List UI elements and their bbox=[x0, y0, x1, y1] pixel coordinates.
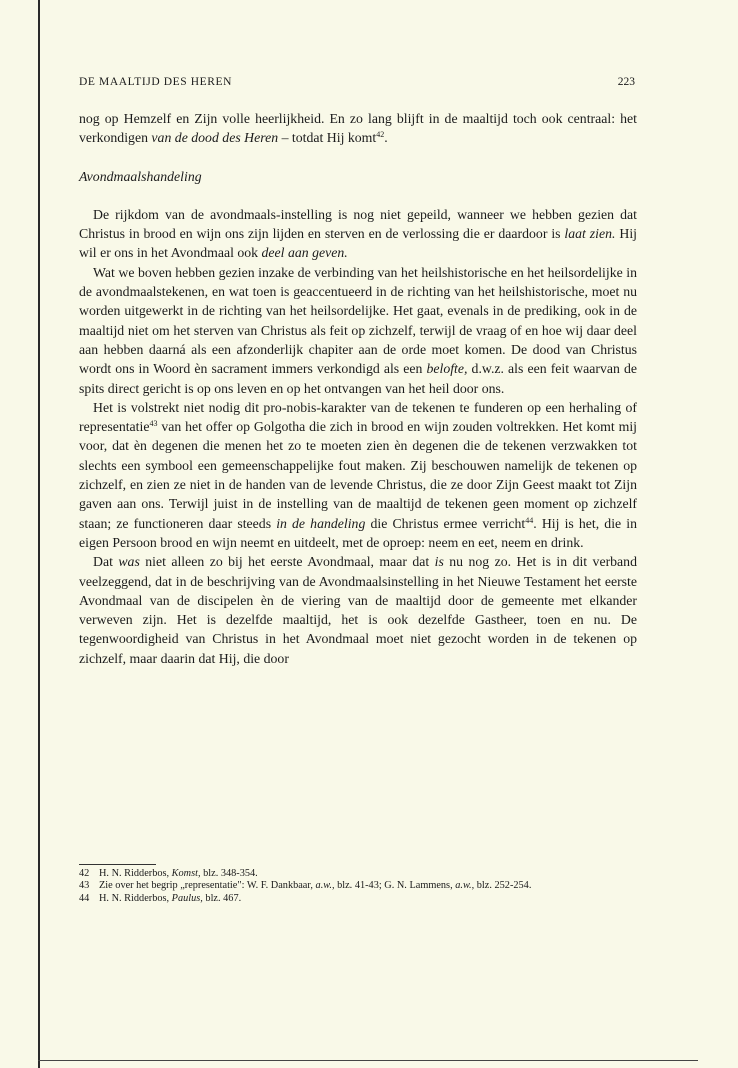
page-number: 223 bbox=[617, 76, 635, 88]
footnotes bbox=[79, 868, 609, 905]
running-header bbox=[79, 76, 635, 88]
paragraph: nog op Hemzelf en Zijn volle heerlijkheid. En zo lang blijft in de maaltijd toch ook centraal: het verkondigen van de dood des Heren – totdat Hij komt$^{42}$. bbox=[79, 111, 637, 146]
footnote-ref[interactable]: 43 bbox=[149, 419, 158, 429]
footnote-separator bbox=[79, 864, 156, 865]
footnote-number: 44 bbox=[79, 892, 90, 904]
paragraph: Dat was niet alleen zo bij het eerste Avondmaal, maar dat is nu nog zo. Het is in dit verband veelzeggend, dat in de beschrijving van de Avondmaalsinstelling in het Nieuwe Testament het eerste Avondmaal van de discipelen èn de viering van de maaltijd door de gemeente met elkander verweven zijn. Het is dezelfde maaltijd, het is ook dezelfde Gastheer, toen en nu. De tegenwoordigheid van Christus in het Avondmaal moet niet gezocht worden in de tekenen op zichzelf, maar daarin dat Hij, die door bbox=[79, 554, 637, 666]
footnote: 43 Zie over het begrip „representatie": W. F. Dankbaar, a.w., blz. 41-43; G. N. Lammens, a.w., blz. 252-254. bbox=[79, 880, 532, 892]
left-binding-edge bbox=[38, 0, 40, 1068]
running-head-title: DE MAALTIJD DES HEREN bbox=[79, 76, 233, 88]
footnote-ref[interactable]: 42 bbox=[376, 130, 385, 140]
paragraph: De rijkdom van de avondmaals-instelling is nog niet gepeild, wanneer we hebben gezien dat Christus in brood en wijn ons zijn lijden en sterven en de verlossing die er daardoor is laat zien. Hij wil er ons in het Avondmaal ook deel aan geven. bbox=[79, 206, 637, 261]
footnote-number: 42 bbox=[79, 868, 90, 879]
footnote-number: 43 bbox=[79, 880, 90, 892]
footnote: 44 H. N. Ridderbos, Paulus, blz. 467. bbox=[79, 892, 242, 904]
section-heading: Avondmaalshandeling bbox=[79, 168, 202, 184]
body-text bbox=[79, 109, 637, 668]
footnote: 42 H. N. Ridderbos, Komst, blz. 348-354. bbox=[79, 868, 258, 879]
paragraph: Het is volstrekt niet nodig dit pro-nobis-karakter van de tekenen te funderen op een herhaling of representatie$^{43}$ van het offer op Golgotha die zich in brood en wijn zouden voltrekken. Het komt mij voor, dat èn degenen die menen het zo te moeten zien èn degenen die de tekenen verzwakken tot slechts een symbool een gemeenschappelijke fout maken. Zij beschouwen namelijk de tekenen op zichzelf, en zien ze niet in de handen van de levende Christus, die ze door Zijn Geest maakt tot Zijn gaven aan ons. Terwijl juist in de instelling van de maaltijd de tekenen geen moment op zichzelf staan; ze functioneren daar steeds in de handeling die Christus ermee verricht$^{44}$. Hij is het, die in eigen Persoon brood en wijn neemt en uitdeelt, met de oproep: neem en eet, neem en drink. bbox=[79, 399, 638, 550]
bottom-edge bbox=[38, 1060, 698, 1061]
footnote-ref[interactable]: 44 bbox=[525, 515, 534, 525]
paragraph: Wat we boven hebben gezien inzake de verbinding van het heilshistorische en het heilsordelijke in de avondmaalstekenen, en wat toen is geaccentueerd in de richting van het heilshistorische, moet nu worden uitgewerkt in de richting van het heilsordelijke. Het gaat, evenals in de prediking, ook in de maaltijd niet om het sterven van Christus als feit op zichzelf, terwijl de vraag of en hoe wij daar deel aan hebben daarná als een afzonderlijk chapiter aan de orde moet komen. De dood van Christus wordt ons in Woord èn sacrament immers verkondigd als een belofte, d.w.z. als een feit waarvan de spits direct gericht is op ons leven en op het ontvangen van het heil door ons. bbox=[79, 264, 637, 396]
